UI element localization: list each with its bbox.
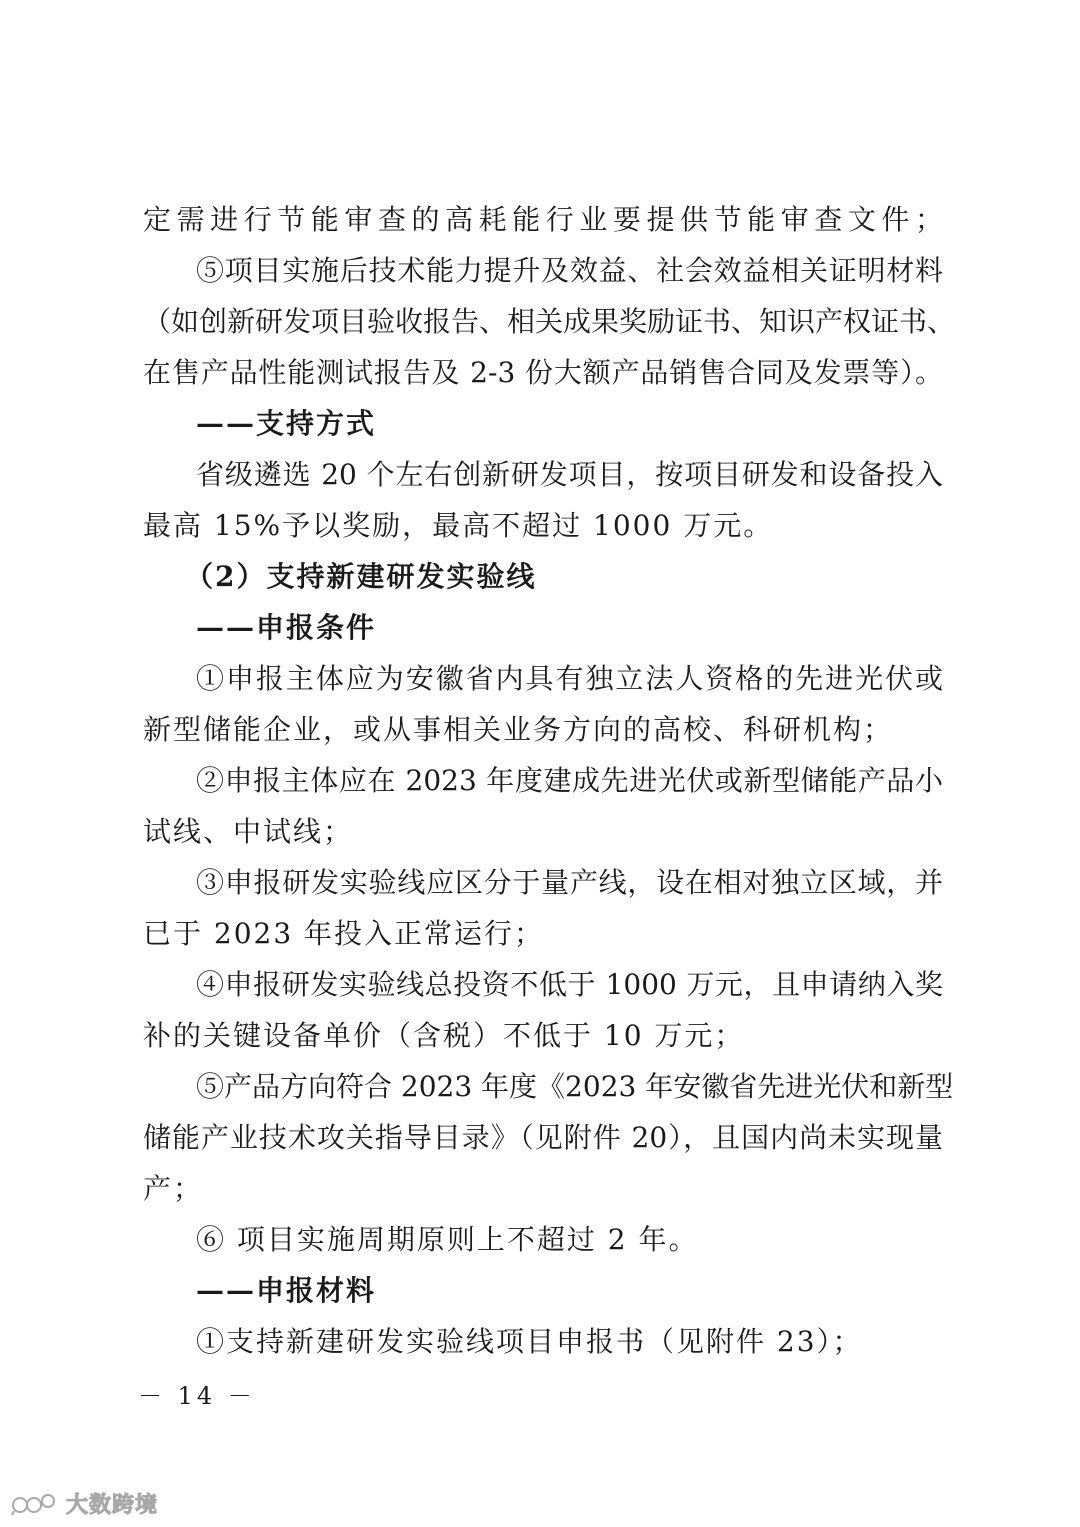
text-line: ⑤项目实施后技术能力提升及效益、社会效益相关证明材料 <box>196 254 943 287</box>
watermark <box>10 1488 158 1518</box>
text-line: ②申报主体应在 2023 年度建成先进光伏或新型储能产品小 <box>196 764 943 797</box>
section-heading: ——支持方式 <box>196 407 377 440</box>
text-line: ⑤产品方向符合 2023 年度《2023 年安徽省先进光伏和新型 <box>196 1070 954 1103</box>
brand-logo-icon <box>10 1489 60 1517</box>
text-line: 储能产业技术攻关指导目录》（见附件 20），且国内尚未实现量 <box>143 1121 943 1154</box>
text-line: 省级遴选 20 个左右创新研发项目，按项目研发和设备投入 <box>196 458 943 491</box>
text-line: ③申报研发实验线应区分于量产线，设在相对独立区域，并 <box>196 866 943 899</box>
text-line: 最高 15%予以奖励，最高不超过 1000 万元。 <box>143 509 774 542</box>
text-line: 产； <box>143 1172 204 1205</box>
text-line: 试线、中试线； <box>143 815 354 848</box>
subsection-heading: （2）支持新建研发实验线 <box>185 560 537 593</box>
text-line: ⑥ 项目实施周期原则上不超过 2 年。 <box>196 1223 699 1256</box>
page-number: － 14 － <box>138 1382 256 1410</box>
text-line: 补的关键设备单价（含税）不低于 10 万元； <box>143 1019 745 1052</box>
text-line: 新型储能企业，或从事相关业务方向的高校、科研机构； <box>143 713 894 746</box>
text-line: 在售产品性能测试报告及 2-3 份大额产品销售合同及发票等）。 <box>143 356 943 389</box>
watermark-text: 大数跨境 <box>66 1492 159 1518</box>
section-heading: ——申报材料 <box>196 1274 377 1307</box>
text-line: 定需进行节能审查的高耗能行业要提供节能审查文件； <box>143 203 943 236</box>
text-line: （如创新研发项目验收报告、相关成果奖励证书、知识产权证书、 <box>143 305 956 338</box>
text-line: 已于 2023 年投入正常运行； <box>143 917 545 950</box>
text-line: ①申报主体应为安徽省内具有独立法人资格的先进光伏或 <box>196 662 943 695</box>
section-heading: ——申报条件 <box>196 611 377 644</box>
text-line: ①支持新建研发实验线项目申报书（见附件 23）； <box>196 1325 863 1358</box>
text-line: ④申报研发实验线总投资不低于 1000 万元，且申请纳入奖 <box>196 968 943 1001</box>
